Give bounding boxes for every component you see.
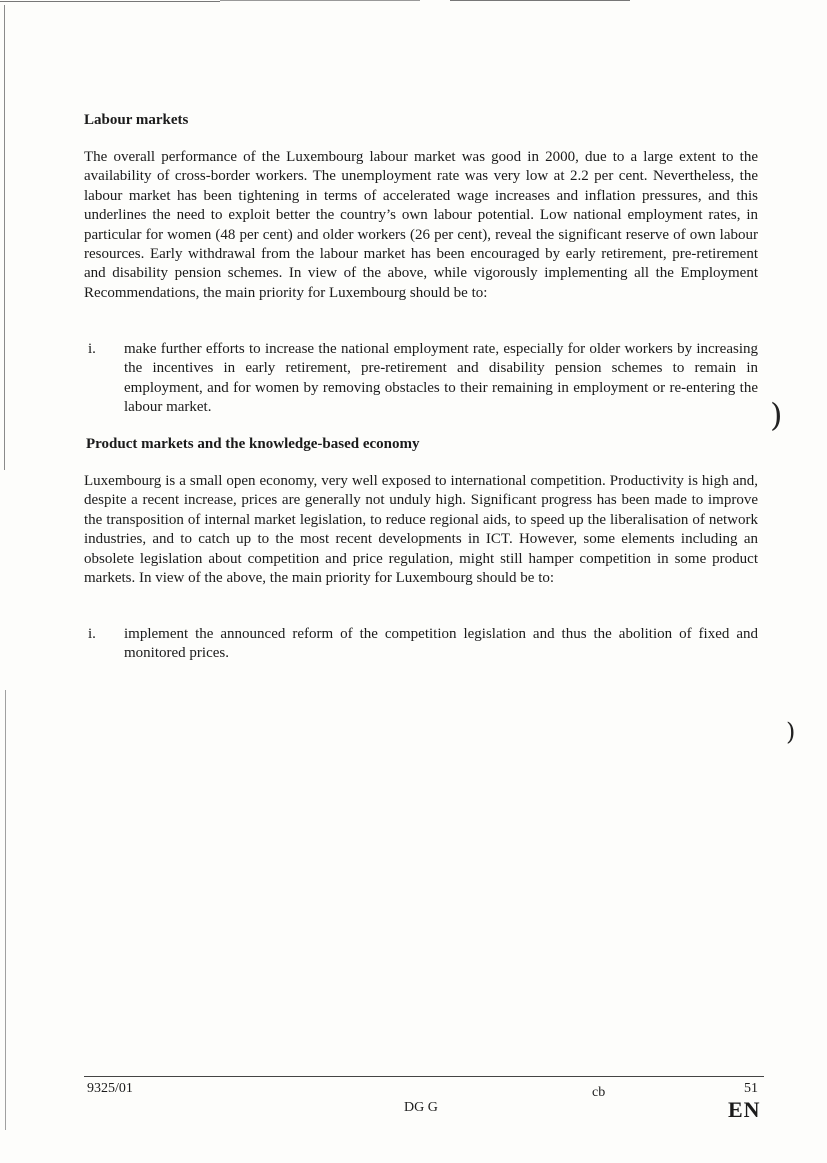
footer-directorate: DG G bbox=[404, 1100, 438, 1115]
scan-edge-left-2 bbox=[5, 690, 6, 1130]
scan-edge-top-2 bbox=[220, 0, 420, 1]
section-paragraph-product-markets: Luxembourg is a small open economy, very well exposed to international competition. Productivity is high and, despite a recent increase, prices are generally not unduly high. Significant progress has been made to improve the transposition of internal market legislation, to reduce regional aids, to speed up the liberalisation of network industries, and to catch up to the most recent developments in ICT. However, some elements including an obsolete legislation about competition and price regulation, might still hamper competition in some product markets. In view of the above, the main priority for Luxembourg should be to: bbox=[84, 473, 758, 587]
scan-bracket-mark: ) bbox=[770, 396, 783, 434]
section-heading-labour-markets: Labour markets bbox=[84, 112, 189, 128]
footer-doc-number: 9325/01 bbox=[87, 1081, 133, 1096]
scan-edge-left bbox=[4, 5, 5, 470]
recommendation-text: implement the announced reform of the competition legislation and thus the abolition of fixed and monitored prices. bbox=[124, 626, 758, 662]
recommendation-item-product bbox=[84, 625, 758, 664]
footer-divider bbox=[84, 1076, 764, 1077]
scan-edge-top-3 bbox=[450, 0, 630, 1]
recommendation-number: i. bbox=[88, 626, 96, 642]
scan-edge-top bbox=[0, 1, 220, 2]
scan-bracket-mark-2: ) bbox=[786, 718, 796, 746]
footer-language-code: EN bbox=[728, 1097, 761, 1122]
section-paragraph-labour-markets: The overall performance of the Luxembourg labour market was good in 2000, due to a large extent to the availability of cross-border workers. The unemployment rate was very low at 2.2 per cent. Nevertheless, the labour market has been tightening in terms of accelerated wage increases and inflation pressures, and this underlines the need to exploit better the country’s own labour potential. Low national employment rates, in particular for women (48 per cent) and older workers (26 per cent), reveal the significant reserve of own labour resources. Early withdrawal from the labour market has been encouraged by early retirement, pre-retirement and disability pension schemes. In view of the above, while vigorously implementing all the Employment Recommendations, the main priority for Luxembourg should be to: bbox=[84, 149, 758, 301]
section-heading-product-markets: Product markets and the knowledge-based economy bbox=[86, 436, 420, 452]
footer-page-number: 51 bbox=[744, 1081, 758, 1096]
recommendation-number: i. bbox=[88, 341, 96, 357]
recommendation-text: make further efforts to increase the national employment rate, especially for older workers by increasing the incentives in early retirement, pre-retirement and disability pension schemes to remain in employment, and for women by removing obstacles to their remaining in employment or re-entering the labour market. bbox=[124, 341, 758, 416]
recommendation-item-labour bbox=[84, 340, 758, 418]
footer-initials: cb bbox=[592, 1085, 606, 1100]
